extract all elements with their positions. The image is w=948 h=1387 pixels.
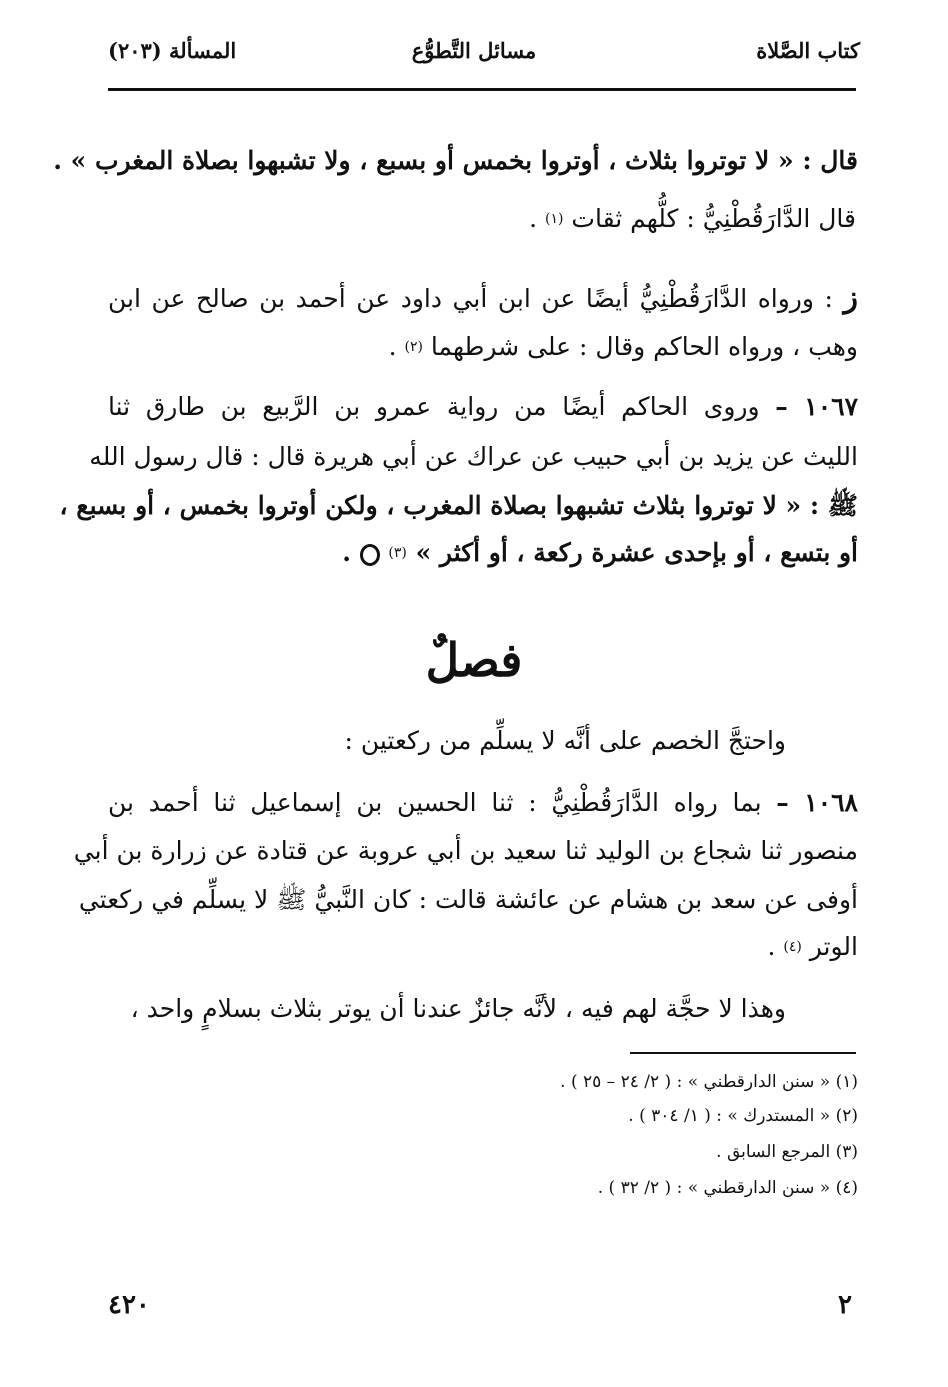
- text-fragment: منصور ثنا شجاع بن الوليد ثنا سعيد بن أبي عروبة عن قتادة عن زرارة بن أبي: [73, 836, 858, 865]
- end-of-hadith-icon: [360, 544, 380, 566]
- text-fragment: واحتجَّ الخصم على أنَّه لا يسلِّم من ركعتين :: [344, 726, 786, 755]
- paragraph-line: [108, 788, 858, 817]
- paragraph-line: [73, 836, 858, 865]
- footnote: (٤) « سنن الدارقطني » : ( ٢/ ٣٢ ) .: [597, 1178, 858, 1198]
- paragraph-line: [108, 392, 858, 421]
- footnote: (٣) المرجع السابق .: [716, 1142, 858, 1162]
- paragraph-line: [344, 726, 786, 755]
- hadith-quote: أو بتسع ، أو بإحدى عشرة ركعة ، أو أكثر »: [406, 538, 858, 567]
- paragraph-line: [78, 884, 858, 921]
- paragraph-line: [108, 280, 858, 315]
- header-issue-number: المسألة (٢٠٣): [108, 38, 237, 63]
- volume-number: ٢: [838, 1290, 852, 1320]
- text-fragment: .: [388, 332, 405, 361]
- paragraph-line: [529, 204, 856, 233]
- text-fragment: .: [342, 538, 360, 567]
- text-fragment: الوتر: [801, 932, 858, 961]
- paragraph-line: [53, 146, 858, 175]
- section-title: فصلٌ: [425, 633, 523, 687]
- paragraph-line: [767, 932, 858, 961]
- text-fragment: وروى الحاكم أيضًا من رواية عمرو بن الرَّبيع بن طارق ثنا: [108, 392, 776, 421]
- addition-marker: ز: [843, 280, 858, 315]
- text-fragment: : ورواه الدَّارَقُطْنِيُّ أيضًا عن ابن أبي داود عن أحمد بن صالح عن ابن: [108, 284, 844, 313]
- footnote-ref: (١): [545, 211, 564, 227]
- paragraph-line: [389, 332, 858, 361]
- text-fragment: قال الدَّارَقُطْنِيُّ : كلُّهم ثقات: [563, 204, 856, 233]
- header-rule: [108, 88, 856, 91]
- footnote-ref: (٤): [783, 939, 802, 955]
- text-fragment: .: [767, 932, 784, 961]
- hadith-quote: ﷺ : « لا توتروا بثلاث تشبهوا بصلاة المغرب ، ولكن أوتروا بخمس ، أو بسبع ،: [59, 491, 858, 520]
- paragraph-line: [131, 994, 786, 1023]
- footnote: (٢) « المستدرك » : ( ١/ ٣٠٤ ) .: [628, 1106, 858, 1126]
- page-number: ٤٢٠: [108, 1290, 150, 1320]
- text-fragment: .: [529, 204, 545, 233]
- text-fragment: بما رواه الدَّارَقُطْنِيُّ : ثنا الحسين بن إسماعيل ثنا أحمد بن: [108, 788, 777, 817]
- header-chapter-title: مسائل التَّطوُّع: [411, 38, 537, 63]
- header-book-title: كتاب الصَّلاة: [756, 38, 860, 63]
- hadith-quote: « لا توتروا بثلاث ، أوتروا بخمس أو بسبع ، ولا تشبهوا بصلاة المغرب » .: [53, 146, 794, 175]
- text-fragment: قال :: [793, 146, 858, 175]
- paragraph-line: [89, 442, 858, 471]
- text-fragment: الليث عن يزيد بن أبي حبيب عن عراك عن أبي هريرة قال : قال رسول الله: [89, 442, 858, 471]
- text-fragment: وهذا لا حجَّة لهم فيه ، لأنَّه جائزٌ عندنا أن يوتر بثلاث بسلامٍ واحد ،: [130, 994, 786, 1023]
- footnote: (١) « سنن الدارقطني » : ( ٢/ ٢٤ – ٢٥ ) .: [560, 1072, 858, 1092]
- text-fragment: وهب ، ورواه الحاكم وقال : على شرطهما: [422, 332, 858, 361]
- footnote-ref: (٣): [388, 545, 407, 561]
- footnote-rule: [630, 1052, 856, 1054]
- text-fragment: أوفى عن سعد بن هشام عن عائشة قالت : كان النَّبيُّ ﷺ لا يسلِّم في ركعتي: [78, 885, 858, 914]
- footnote-ref: (٢): [404, 339, 423, 355]
- paragraph-line: [59, 490, 858, 527]
- paragraph-line: [342, 538, 858, 567]
- hadith-number: ١٠٦٧ –: [775, 392, 858, 421]
- hadith-number: ١٠٦٨ –: [776, 788, 858, 817]
